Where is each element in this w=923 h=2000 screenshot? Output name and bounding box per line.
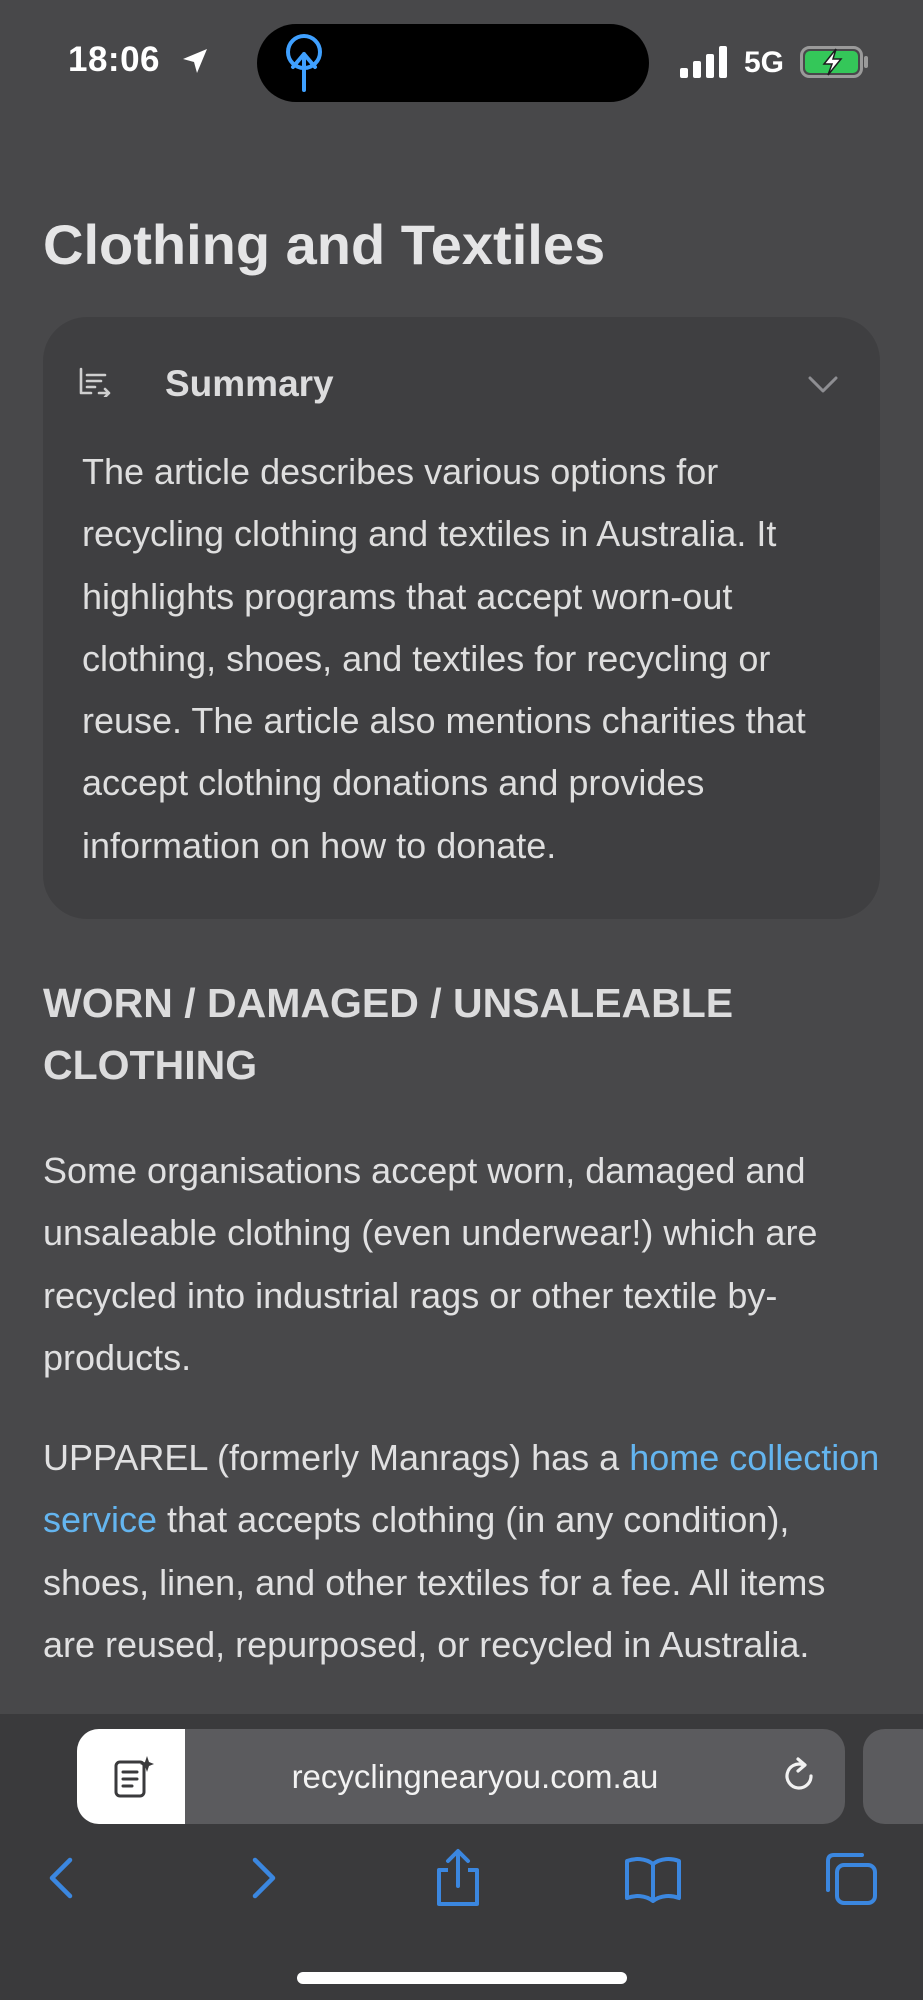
address-bar[interactable] bbox=[77, 1729, 845, 1824]
summary-card bbox=[43, 317, 880, 919]
article-paragraph bbox=[43, 1427, 883, 1676]
next-tab-preview[interactable] bbox=[863, 1729, 923, 1824]
tabs-button[interactable] bbox=[820, 1848, 880, 1908]
summary-text: The article describes various options for recycling clothing and textiles in Australia. It highlights programs that accept worn-out clothing, shoes, and textiles for recycling or reuse. The article also mentions charities that accept clothing donations and provides information on how to donate. bbox=[82, 451, 806, 866]
bookmarks-button[interactable] bbox=[623, 1848, 683, 1908]
summary-header[interactable] bbox=[79, 357, 839, 407]
cellular-signal-icon bbox=[680, 46, 730, 78]
status-time: 18:06 bbox=[68, 40, 161, 79]
chevron-left-icon bbox=[32, 1848, 92, 1908]
share-icon bbox=[428, 1848, 488, 1908]
open-book-icon bbox=[623, 1848, 683, 1908]
paragraph-text: UPPAREL (formerly Manrags) has a bbox=[43, 1437, 630, 1478]
home-collection-service-link[interactable]: home collection service bbox=[43, 1437, 880, 1541]
summary-label: Summary bbox=[165, 363, 334, 404]
article-paragraph: Some organisations accept worn, damaged and unsaleable clothing (even underwear!) which are recycled into industrial rags or other textile by-products. bbox=[43, 1150, 818, 1378]
location-arrow-icon bbox=[180, 46, 210, 76]
back-button[interactable] bbox=[32, 1848, 92, 1908]
reload-icon[interactable] bbox=[779, 1756, 819, 1796]
paragraph-text: that accepts clothing (in any condition), shoes, linen, and other textiles for a fee. All items are reused, repurposed, or recycled in Australia. bbox=[43, 1499, 826, 1665]
section-heading: WORN / DAMAGED / UNSALEABLE CLOTHING bbox=[43, 980, 734, 1088]
forward-button[interactable] bbox=[233, 1848, 293, 1908]
reader-sparkle-icon bbox=[113, 1754, 155, 1800]
chevron-right-icon bbox=[233, 1848, 293, 1908]
tabs-icon bbox=[820, 1848, 880, 1908]
network-type: 5G bbox=[744, 46, 785, 79]
accessibility-pointer-icon bbox=[279, 32, 329, 94]
battery-charging-icon bbox=[800, 46, 870, 78]
share-button[interactable] bbox=[428, 1848, 488, 1908]
status-bar bbox=[0, 0, 923, 120]
summary-list-icon bbox=[79, 367, 111, 397]
page-title: Clothing and Textiles bbox=[43, 213, 606, 276]
home-indicator bbox=[297, 1972, 627, 1984]
browser-toolbar bbox=[0, 1714, 923, 2000]
dynamic-island bbox=[257, 24, 649, 102]
reader-summary-button[interactable] bbox=[77, 1729, 185, 1824]
chevron-down-icon[interactable] bbox=[807, 375, 839, 395]
url-text[interactable]: recyclingnearyou.com.au bbox=[291, 1758, 659, 1795]
